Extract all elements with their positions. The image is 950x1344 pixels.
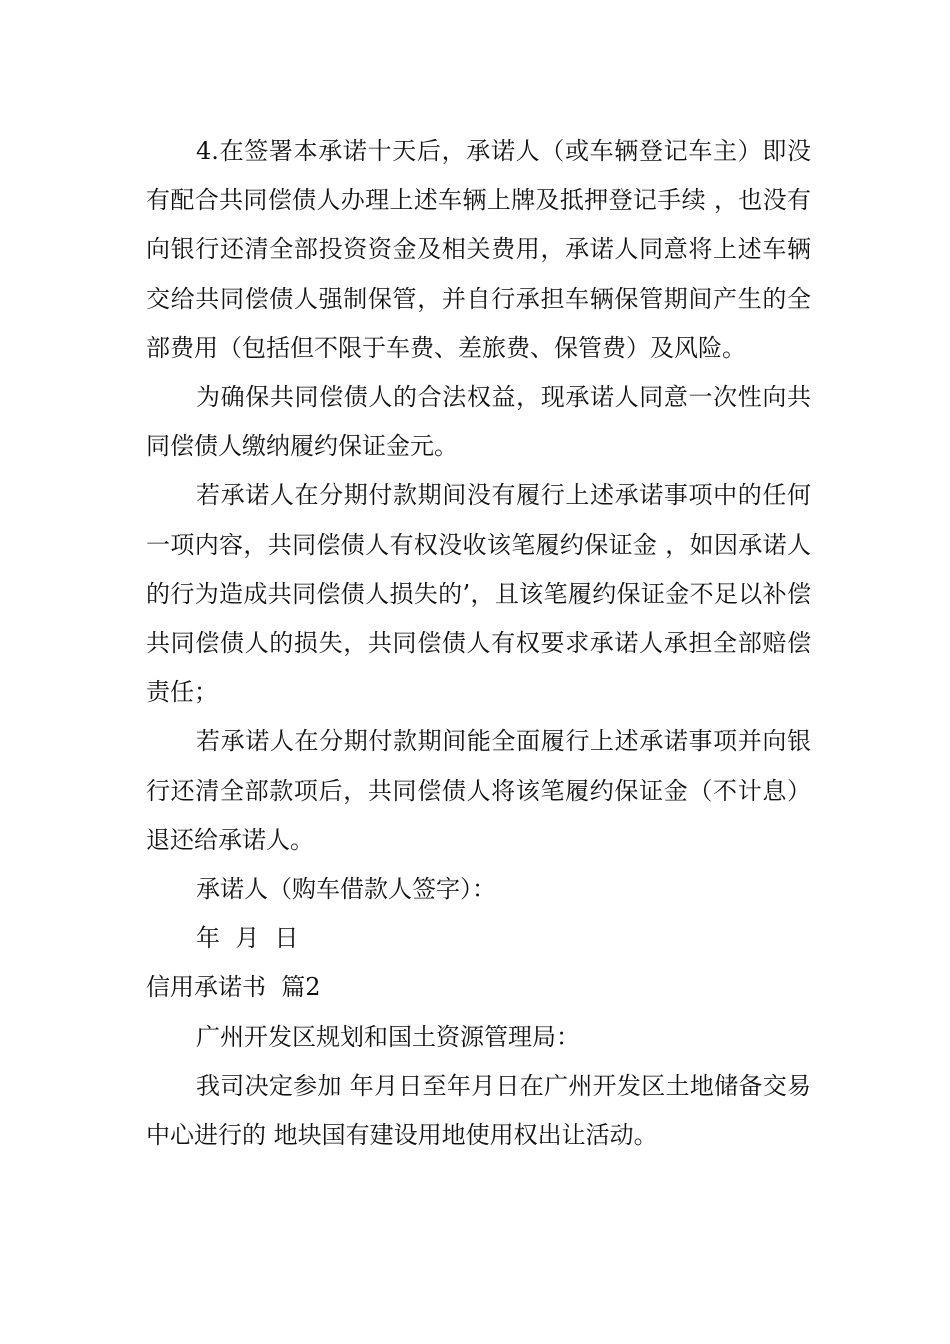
- date-line: 年 月 日: [196, 924, 299, 953]
- section-heading: 信用承诺书 篇2: [146, 973, 321, 1002]
- paragraph-performance-deposit: 为确保共同偿债人的合法权益，现承诺人同意一次性向共同偿债人缴纳履约保证金元。: [146, 383, 811, 461]
- document-body: [146, 127, 811, 1160]
- paragraph-auction-participation: 我司决定参加 年月日至年月日在广州开发区土地储备交易中心进行的 地块国有建设用地使用权出让活动。: [146, 1071, 811, 1150]
- signature-line: 承诺人（购车借款人签字）：: [196, 875, 496, 904]
- paragraph-vehicle-custody: 4.在签署本承诺十天后，承诺人（或车辆登记车主）即没有配合共同偿债人办理上述车辆上牌及抵押登记手续 ，也没有向银行还清全部投资资金及相关费用，承诺人同意将上述车辆交给共同偿债人强制保管，并自行承担车辆保管期间产生的全部费用（包括但不限于车费、差旅费、保管费）及风险。: [146, 137, 811, 362]
- paragraph-deposit-forfeiture: 若承诺人在分期付款期间没有履行上述承诺事项中的任何一项内容，共同偿债人有权没收该笔履约保证金 ，如因承诺人的行为造成共同偿债人损失的’，且该笔履约保证金不足以补偿共同偿债人的损失，共同偿债人有权要求承诺人承担全部赔偿责任；: [146, 481, 811, 707]
- paragraph-deposit-refund: 若承诺人在分期付款期间能全面履行上述承诺事项并向银行还清全部款项后，共同偿债人将该笔履约保证金（不计息）退还给承诺人。: [146, 727, 811, 854]
- addressee-line: 广州开发区规划和国土资源管理局：: [196, 1022, 580, 1051]
